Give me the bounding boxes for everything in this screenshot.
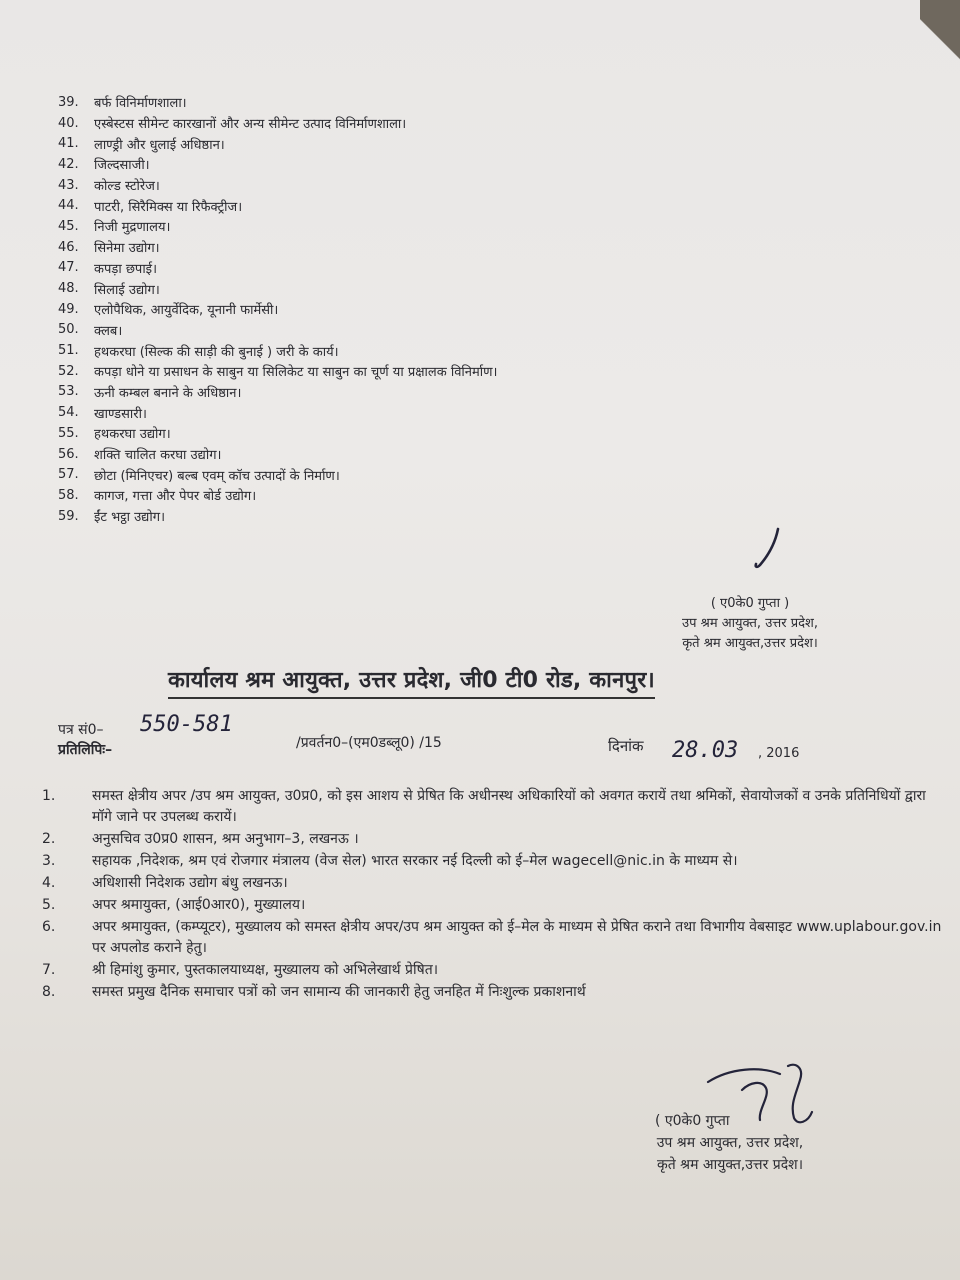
pratilipi-label: प्रतिलिपिः– xyxy=(58,742,113,758)
distribution-item-text: अपर श्रमायुक्त, (आई0आर0), मुख्यालय। xyxy=(92,897,306,913)
signatory-name: ( ए0के0 गुप्ता xyxy=(655,1113,730,1129)
list-item xyxy=(58,154,497,175)
list-item-number: 57. xyxy=(58,467,79,483)
list-item-number: 59. xyxy=(58,508,79,524)
distribution-item xyxy=(42,786,942,828)
list-item-number: 48. xyxy=(58,281,79,297)
list-item-number: 49. xyxy=(58,301,79,317)
signature-mark-top xyxy=(750,525,790,575)
signatory-block-top xyxy=(640,594,860,654)
list-item-text: शक्ति चालित करघा उद्योग। xyxy=(94,448,222,464)
signatory-name: ( ए0के0 गुप्ता ) xyxy=(710,596,790,611)
list-item-text: सिनेमा उद्योग। xyxy=(94,241,160,257)
patra-label: पत्र सं0– xyxy=(58,722,104,738)
list-item-text: सिलाई उद्योग। xyxy=(94,282,160,298)
list-item-text: पाटरी, सिरैमिक्स या रिफैक्ट्रीज। xyxy=(94,199,243,215)
list-item xyxy=(58,361,497,382)
list-item xyxy=(58,485,497,506)
list-item-text: कागज, गत्ता और पेपर बोर्ड उद्योग। xyxy=(94,489,257,505)
distribution-item xyxy=(42,851,942,872)
list-item xyxy=(58,237,497,258)
list-item-text: एलोपैथिक, आयुर्वेदिक, यूनानी फार्मेसी। xyxy=(94,303,279,319)
signatory-designation: उप श्रम आयुक्त, उत्तर प्रदेश, xyxy=(656,1135,804,1151)
list-item xyxy=(58,402,497,423)
list-item xyxy=(58,444,497,465)
distribution-item-number: 1. xyxy=(42,788,56,804)
list-item xyxy=(58,299,497,320)
date-handwritten: 28.03 xyxy=(672,738,739,763)
list-item xyxy=(58,216,497,237)
distribution-item-text: अपर श्रमायुक्त, (कम्प्यूटर), मुख्यालय को समस्त क्षेत्रीय अपर/उप श्रम आयुक्त को ई–मेल के माध्यम से प्रेषित कराने तथा विभागीय वेबसाइट www.uplabour.gov.in पर अपलोड कराने हेतु। xyxy=(92,919,942,956)
list-item xyxy=(58,133,497,154)
list-item-number: 50. xyxy=(58,322,79,338)
list-item-text: जिल्दसाजी। xyxy=(94,158,150,174)
list-item-number: 43. xyxy=(58,177,79,193)
list-item-text: कोल्ड स्टोरेज। xyxy=(94,179,160,195)
list-item-text: कपड़ा धोने या प्रसाधन के साबुन या सिलिकेट या साबुन का चूर्ण या प्रक्षालक विनिर्माण। xyxy=(94,365,498,381)
list-item-text: क्लब। xyxy=(94,323,123,339)
patra-suffix: /प्रवर्तन0–(एम0डब्लू0) /15 xyxy=(296,735,442,751)
distribution-item-number: 2. xyxy=(42,831,56,847)
distribution-item xyxy=(42,895,942,916)
office-title: कार्यालय श्रम आयुक्त, उत्तर प्रदेश, जी0 टी0 रोड, कानपुर। xyxy=(168,664,655,699)
list-item xyxy=(58,423,497,444)
list-item-number: 46. xyxy=(58,239,79,255)
list-item-text: कपड़ा छपाई। xyxy=(94,261,157,277)
list-item xyxy=(58,175,497,196)
list-item-text: छोटा (मिनिएचर) बल्ब एवम् कॉच उत्पादों के निर्माण। xyxy=(94,468,340,484)
list-item-number: 52. xyxy=(58,363,79,379)
list-item-number: 41. xyxy=(58,136,79,152)
distribution-list xyxy=(42,786,942,1004)
list-item-number: 45. xyxy=(58,218,79,234)
list-item-number: 54. xyxy=(58,405,79,421)
list-item-number: 42. xyxy=(58,156,79,172)
distribution-item-number: 3. xyxy=(42,853,56,869)
distribution-item-number: 5. xyxy=(42,897,56,913)
list-item-number: 40. xyxy=(58,115,79,131)
signatory-designation: उप श्रम आयुक्त, उत्तर प्रदेश, xyxy=(681,616,819,631)
distribution-item-text: श्री हिमांशु कुमार, पुस्तकालयाध्यक्ष, मुख्यालय को अभिलेखार्थ प्रेषित। xyxy=(92,962,439,978)
list-item-number: 53. xyxy=(58,384,79,400)
list-item xyxy=(58,278,497,299)
distribution-item-number: 4. xyxy=(42,875,56,891)
list-item-text: एस्बेस्टस सीमेन्ट कारखानों और अन्य सीमेन्ट उत्पाद विनिर्माणशाला। xyxy=(94,117,407,133)
distribution-item-text: अधिशासी निदेशक उद्योग बंधु लखनऊ। xyxy=(92,875,288,891)
industry-list xyxy=(58,92,497,526)
distribution-item xyxy=(42,873,942,894)
list-item-number: 58. xyxy=(58,487,79,503)
distribution-item-number: 6. xyxy=(42,919,56,935)
signatory-block-bottom xyxy=(615,1110,845,1176)
list-item-text: हथकरघा उद्योग। xyxy=(94,427,171,443)
distribution-item-text: सहायक ,निदेशक, श्रम एवं रोजगार मंत्रालय (वेज सेल) भारत सरकार नई दिल्ली को ई–मेल wagecell@nic.in के माध्यम से। xyxy=(92,853,738,869)
list-item-number: 47. xyxy=(58,260,79,276)
distribution-item-text: समस्त प्रमुख दैनिक समाचार पत्रों को जन सामान्य की जानकारी हेतु जनहित में निःशुल्क प्रकाशनार्थ xyxy=(92,984,586,1000)
list-item-text: ऊनी कम्बल बनाने के अधिष्ठान। xyxy=(94,385,242,401)
list-item-text: हथकरघा (सिल्क की साड़ी की बुनाई ) जरी के कार्य। xyxy=(94,344,339,360)
distribution-item xyxy=(42,917,942,959)
list-item-text: खाण्डसारी। xyxy=(94,406,147,422)
list-item xyxy=(58,258,497,279)
patra-number-handwritten: 550-581 xyxy=(140,712,233,737)
list-item xyxy=(58,340,497,361)
distribution-item-text: अनुसचिव उ0प्र0 शासन, श्रम अनुभाग–3, लखनऊ । xyxy=(92,831,359,847)
signatory-on-behalf: कृते श्रम आयुक्त,उत्तर प्रदेश। xyxy=(656,1157,804,1173)
list-item-text: निजी मुद्रणालय। xyxy=(94,220,171,236)
date-label: दिनांक xyxy=(608,737,644,755)
date-year: , 2016 xyxy=(758,746,800,761)
list-item-number: 56. xyxy=(58,446,79,462)
list-item xyxy=(58,195,497,216)
list-item xyxy=(58,113,497,134)
distribution-item xyxy=(42,960,942,981)
list-item-number: 55. xyxy=(58,425,79,441)
list-item-text: बर्फ विनिर्माणशाला। xyxy=(94,96,187,112)
signatory-on-behalf: कृते श्रम आयुक्त,उत्तर प्रदेश। xyxy=(682,636,818,651)
list-item xyxy=(58,464,497,485)
distribution-item xyxy=(42,829,942,850)
list-item-text: ईंट भट्ठा उद्योग। xyxy=(94,510,165,526)
list-item xyxy=(58,506,497,527)
distribution-item xyxy=(42,982,942,1003)
page-fold xyxy=(920,0,960,90)
distribution-item-number: 7. xyxy=(42,962,56,978)
list-item-number: 39. xyxy=(58,94,79,110)
distribution-item-text: समस्त क्षेत्रीय अपर /उप श्रम आयुक्त, उ0प्र0, को इस आशय से प्रेषित कि अधीनस्थ अधिकारियों को अवगत करायें तथा श्रमिकों, सेवायोजकों व उनके प्रतिनिधियों द्वारा मॉगे जाने पर उपलब्ध करायें। xyxy=(92,788,926,825)
list-item-number: 51. xyxy=(58,343,79,359)
list-item xyxy=(58,92,497,113)
list-item xyxy=(58,320,497,341)
list-item-number: 44. xyxy=(58,198,79,214)
list-item xyxy=(58,382,497,403)
distribution-item-number: 8. xyxy=(42,984,56,1000)
list-item-text: लाण्ड्री और धुलाई अधिष्ठान। xyxy=(94,137,225,153)
